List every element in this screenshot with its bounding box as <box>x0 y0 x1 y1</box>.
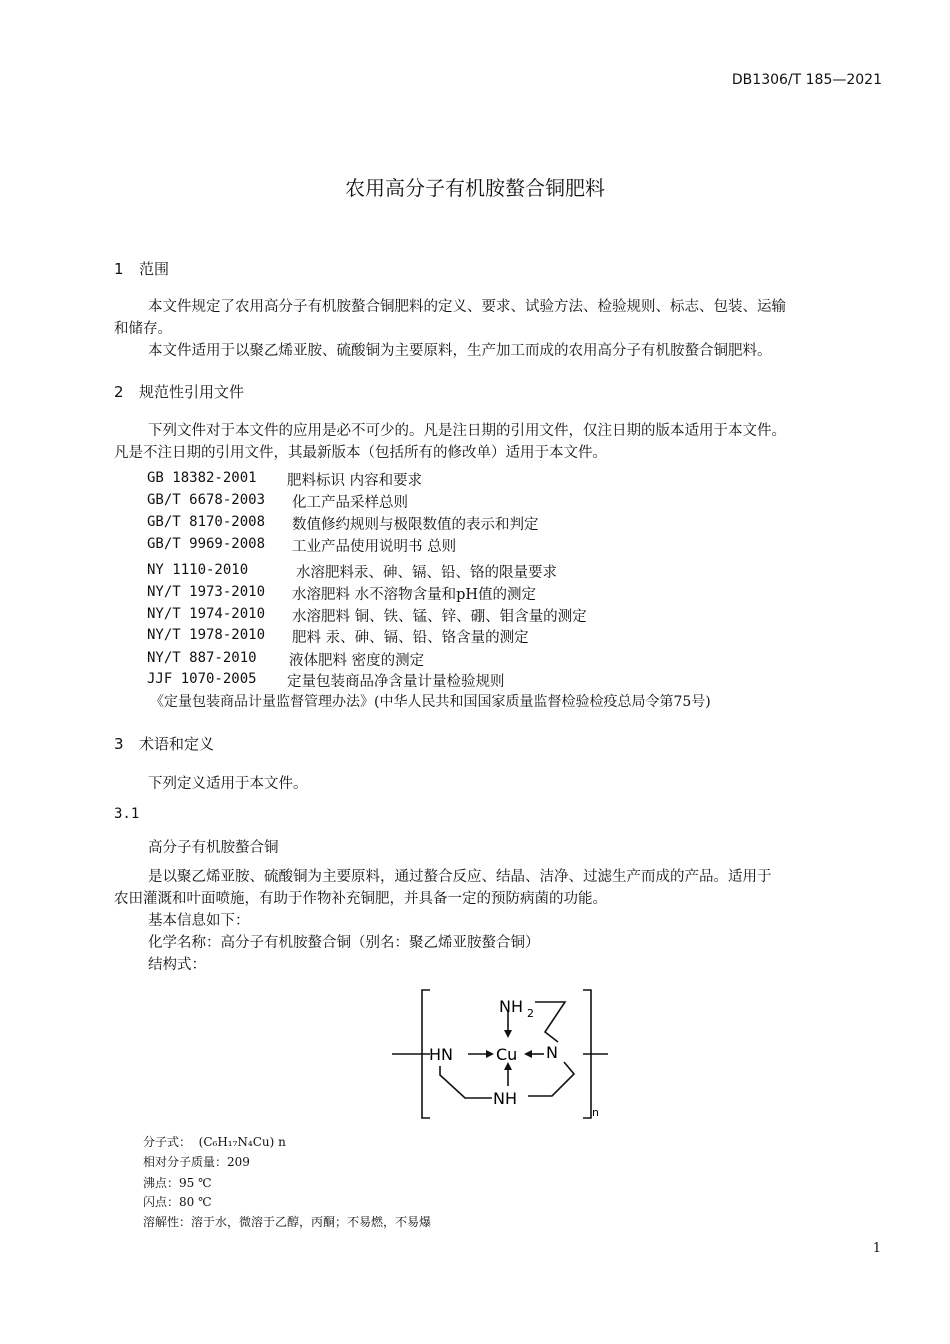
ref-title: 化工产品采样总则 <box>292 495 408 511</box>
ref-code: NY/T 887-2010 <box>147 650 257 666</box>
section-2-number: 2 <box>114 383 124 401</box>
ref-regulation: 《定量包装商品计量监督管理办法》(中华人民共和国国家质量监督检验检疫总局令第75号) <box>150 694 711 710</box>
n-subscript: n <box>592 1106 599 1119</box>
nh-n-bridge <box>528 1062 574 1096</box>
nh2-subscript: 2 <box>527 1007 534 1020</box>
terms-intro: 下列定义适用于本文件。 <box>148 776 308 792</box>
hn-nh-bridge <box>440 1066 492 1098</box>
structural-formula <box>380 980 620 1125</box>
arrowhead <box>524 1050 532 1058</box>
term-definition-line1: 是以聚乙烯亚胺、硫酸铜为主要原料，通过螯合反应、结晶、洁净、过滤生产而成的产品。适用于 <box>148 869 772 885</box>
ref-code: JJF 1070-2005 <box>147 671 257 687</box>
chemical-name: 化学名称：高分子有机胺螯合铜（别名：聚乙烯亚胺螯合铜） <box>148 935 540 951</box>
scope-para1-line1: 本文件规定了农用高分子有机胺螯合铜肥料的定义、要求、试验方法、检验规则、标志、包装、运输 <box>148 299 786 315</box>
ref-title: 肥料标识 内容和要求 <box>287 473 423 489</box>
ref-title: 定量包装商品净含量计量检验规则 <box>287 674 505 690</box>
references-intro-line1: 下列文件对于本文件的应用是必不可少的。凡是注日期的引用文件，仅注日期的版本适用于本文件。 <box>148 423 786 439</box>
section-2-title: 规范性引用文件 <box>139 383 245 401</box>
nh2-bridge <box>535 1002 565 1042</box>
hn-label: HN <box>429 1045 453 1064</box>
section-2-heading <box>114 381 244 402</box>
formula-value: (C₆H₁₇N₄Cu) n <box>198 1135 286 1149</box>
document-title: 农用高分子有机胺螯合铜肥料 <box>345 176 605 200</box>
term-name: 高分子有机胺螯合铜 <box>148 840 279 856</box>
cu-label: Cu <box>496 1045 518 1064</box>
n-label: N <box>546 1043 558 1062</box>
section-3-heading <box>114 733 214 754</box>
ref-title: 数值修约规则与极限数值的表示和判定 <box>292 517 539 533</box>
section-1-title: 范围 <box>139 260 170 278</box>
ref-code: GB/T 6678-2003 <box>147 492 266 508</box>
ref-code: GB/T 9969-2008 <box>147 536 266 552</box>
references-intro-line2: 凡是不注日期的引用文件，其最新版本（包括所有的修改单）适用于本文件。 <box>114 445 607 461</box>
ref-code: NY 1110-2010 <box>147 562 249 578</box>
formula-label: 分子式： <box>143 1135 192 1149</box>
ref-code: GB 18382-2001 <box>147 470 257 486</box>
ref-title: 水溶肥料 水不溶物含量和pH值的测定 <box>292 587 537 603</box>
flash-point: 闪点：80 ℃ <box>143 1195 212 1209</box>
scope-para2: 本文件适用于以聚乙烯亚胺、硫酸铜为主要原料，生产加工而成的农用高分子有机胺螯合铜肥料。 <box>148 343 772 359</box>
ref-title: 肥料 汞、砷、镉、铅、铬含量的测定 <box>292 630 529 646</box>
structure-label: 结构式： <box>148 957 206 973</box>
basic-info-label: 基本信息如下： <box>148 913 250 929</box>
solubility: 溶解性：溶于水，微溶于乙醇，丙酮；不易燃，不易爆 <box>143 1215 432 1229</box>
section-1-heading <box>114 258 169 279</box>
arrowhead <box>504 1030 512 1038</box>
subsection-3-1-number: 3.1 <box>114 806 140 822</box>
ref-code: NY/T 1974-2010 <box>147 606 266 622</box>
term-definition-line2: 农田灌溉和叶面喷施，有助于作物补充铜肥，并具备一定的预防病菌的功能。 <box>114 891 607 907</box>
standard-number: DB1306/T 185—2021 <box>731 72 882 88</box>
molecular-mass: 相对分子质量：209 <box>143 1155 250 1169</box>
ref-code: GB/T 8170-2008 <box>147 514 266 530</box>
scope-para1-line2: 和储存。 <box>114 321 172 337</box>
arrowhead <box>486 1050 494 1058</box>
ref-code: NY/T 1973-2010 <box>147 584 266 600</box>
nh2-label: NH <box>499 997 523 1016</box>
ref-title: 水溶肥料汞、砷、镉、铅、铬的限量要求 <box>296 565 557 581</box>
ref-title: 水溶肥料 铜、铁、锰、锌、硼、钼含量的测定 <box>292 609 587 625</box>
section-3-number: 3 <box>114 735 124 753</box>
boiling-point: 沸点：95 ℃ <box>143 1176 212 1190</box>
section-3-title: 术语和定义 <box>139 735 215 753</box>
section-1-number: 1 <box>114 260 124 278</box>
ref-title: 工业产品使用说明书 总则 <box>292 539 457 555</box>
nh-label: NH <box>493 1089 517 1108</box>
ref-title: 液体肥料 密度的测定 <box>289 653 425 669</box>
ref-code: NY/T 1978-2010 <box>147 627 266 643</box>
page-number: 1 <box>872 1241 881 1256</box>
formula-line <box>143 1133 286 1150</box>
